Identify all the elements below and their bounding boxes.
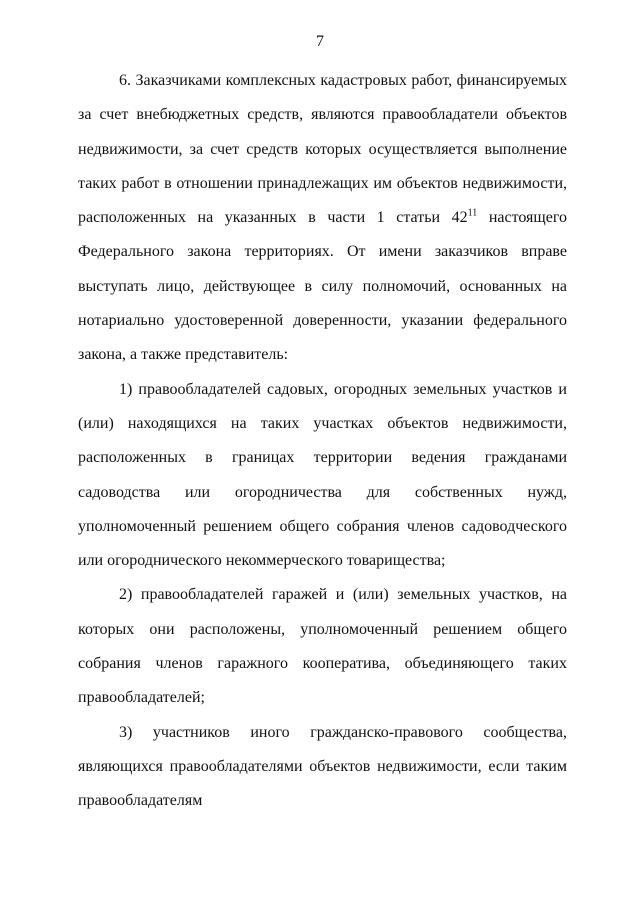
list-item-1: 1) правообладателей садовых, огородных земельных участков и (или) находящихся на таких участках объектов недвижимости, расположенных в границах территории ведения гражданами садоводства или огородничества для собственных нужд, уполномоченный решением общего собрания членов садоводческого или огороднического некоммерческого товарищества; xyxy=(78,380,567,570)
paragraph-customers xyxy=(78,64,567,373)
document-body xyxy=(78,64,567,819)
list-item-2: 2) правообладателей гаражей и (или) земельных участков, на которых они расположены, уполномоченный решением общего собрания членов гаражного кооператива, объединяющего таких правообладателей; xyxy=(78,586,567,707)
list-item-3: 3) участников иного гражданско-правового сообщества, являющихся правообладателями объектов недвижимости, если таким правообладателям xyxy=(78,723,567,810)
paragraph-text: настоящего Федерального закона территориях. От имени заказчиков вправе выступать лицо, действующее в силу полномочий, основанных на нотариально удостоверенной доверенности, указании федерального закона, а также представитель: xyxy=(78,209,568,364)
paragraph-text: 6. Заказчиками комплексных кадастровых работ, финансируемых за счет внебюджетных средств, являются правообладатели объектов недвижимости, за счет средств которых осуществляется выполнение таких работ в отношении принадлежащих им объектов недвижимости, расположенных на указанных в части 1 статьи 42 xyxy=(78,72,567,227)
page-number: 7 xyxy=(316,33,324,50)
article-superscript: 11 xyxy=(467,207,478,219)
